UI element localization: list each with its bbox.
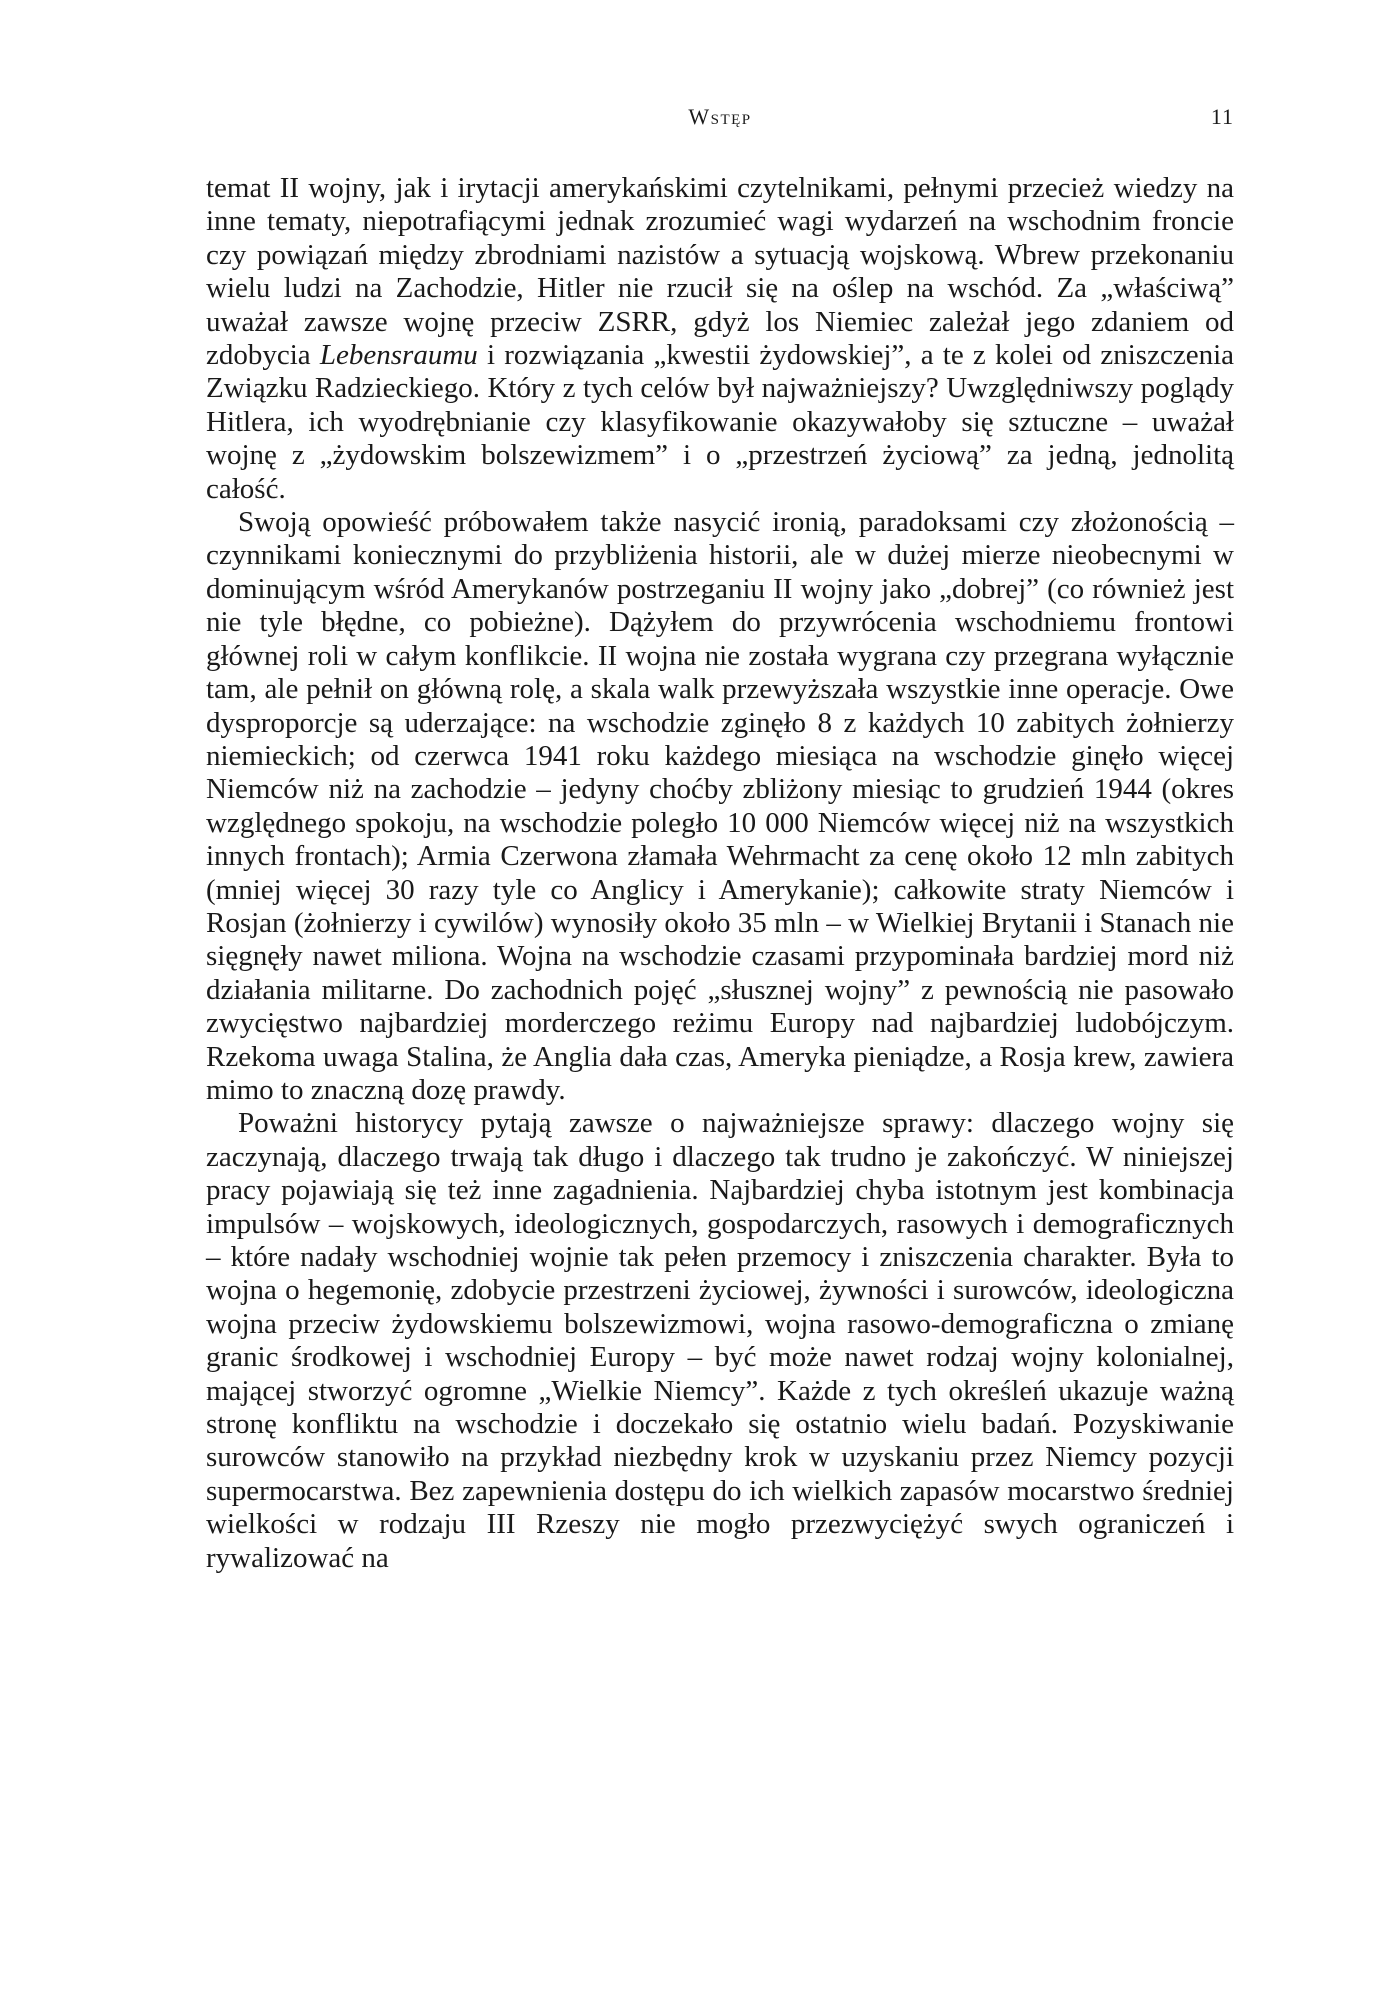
paragraph-3: Poważni historycy pytają zawsze o najważniejsze sprawy: dlaczego wojny się zaczynają, dlaczego trwają tak długo i dlaczego tak trudno je zakończyć. W niniejszej pracy pojawiają się też inne zagadnienia. Najbardziej chyba istotnym jest kombinacja impulsów – wojskowych, ideologicznych, gospodarczych, rasowych i demograficznych – które nadały wschodniej wojnie tak pełen przemocy i zniszczenia charakter. Była to wojna o hegemonię, zdobycie przestrzeni życiowej, żywności i surowców, ideologiczna wojna przeciw żydowskiemu bolszewizmowi, wojna rasowo-demograficzna o zmianę granic środkowej i wschodniej Europy – być może nawet rodzaj wojny kolonialnej, mającej stworzyć ogromne „Wielkie Niemcy”. Każde z tych określeń ukazuje ważną stronę konfliktu na wschodzie i doczekało się ostatnio wielu badań. Pozyskiwanie surowców stanowiło na przykład niezbędny krok w uzyskaniu przez Niemcy pozycji supermocarstwa. Bez zapewnienia dostępu do ich wielkich zapasów mocarstwo średniej wielkości w rodzaju III Rzeszy nie mogło przezwyciężyć swych ograniczeń i rywalizować na	[206, 1107, 1234, 1574]
running-head: Wstęp	[688, 104, 752, 129]
paragraph-1	[206, 172, 1234, 506]
paragraph-2: Swoją opowieść próbowałem także nasycić ironią, paradoksami czy złożonością – czynnikami koniecznymi do przybliżenia historii, ale w dużej mierze nieobecnymi w dominującym wśród Amerykanów postrzeganiu II wojny jako „dobrej” (co również jest nie tyle błędne, co pobieżne). Dążyłem do przywrócenia wschodniemu frontowi głównej roli w całym konflikcie. II wojna nie została wygrana czy przegrana wyłącznie tam, ale pełnił on główną rolę, a skala walk przewyższała wszystkie inne operacje. Owe dysproporcje są uderzające: na wschodzie zginęło 8 z każdych 10 zabitych żołnierzy niemieckich; od czerwca 1941 roku każdego miesiąca na wschodzie ginęło więcej Niemców niż na zachodzie – jedyny choćby zbliżony miesiąc to grudzień 1944 (okres względnego spokoju, na wschodzie poległo 10 000 Niemców więcej niż na wszystkich innych frontach); Armia Czerwona złamała Wehrmacht za cenę około 12 mln zabitych (mniej więcej 30 razy tyle co Anglicy i Amerykanie); całkowite straty Niemców i Rosjan (żołnierzy i cywilów) wynosiły około 35 mln – w Wielkiej Brytanii i Stanach nie sięgnęły nawet miliona. Wojna na wschodzie czasami przypominała bardziej mord niż działania militarne. Do zachodnich pojęć „słusznej wojny” z pewnością nie pasowało zwycięstwo najbardziej morderczego reżimu Europy nad najbardziej ludobójczym. Rzekoma uwaga Stalina, że Anglia dała czas, Ameryka pieniądze, a Rosja krew, zawiera mimo to znaczną dozę prawdy.	[206, 506, 1234, 1106]
page-number: 11	[1210, 104, 1234, 129]
italic-term-lebensraum: Lebensraumu	[319, 339, 478, 372]
paragraph-1-text-b: i rozwiązania „kwestii żydowskiej”, a te z kolei od zniszczenia Związku Radzieckiego. Który z tych celów był najważniejszy? Uwzględniwszy poglądy Hitlera, ich wyodrębnianie czy klasyfikowanie okazywałoby się sztuczne – uważał wojnę z „żydowskim bolszewizmem” i o „przestrzeń życiową” za jedną, jednolitą całość.	[206, 339, 1234, 505]
body-text	[206, 172, 1234, 1575]
page-header	[206, 104, 1234, 134]
paragraph-1-text-a: temat II wojny, jak i irytacji amerykańskimi czytelnikami, pełnymi przecież wiedzy na inne tematy, niepotrafiącymi jednak zrozumieć wagi wydarzeń na wschodnim froncie czy powiązań między zbrodniami nazistów a sytuacją wojskową. Wbrew przekonaniu wielu ludzi na Zachodzie, Hitler nie rzucił się na oślep na wschód. Za „właściwą” uważał zawsze wojnę przeciw ZSRR, gdyż los Niemiec zależał jego zdaniem od zdobycia	[206, 172, 1234, 372]
